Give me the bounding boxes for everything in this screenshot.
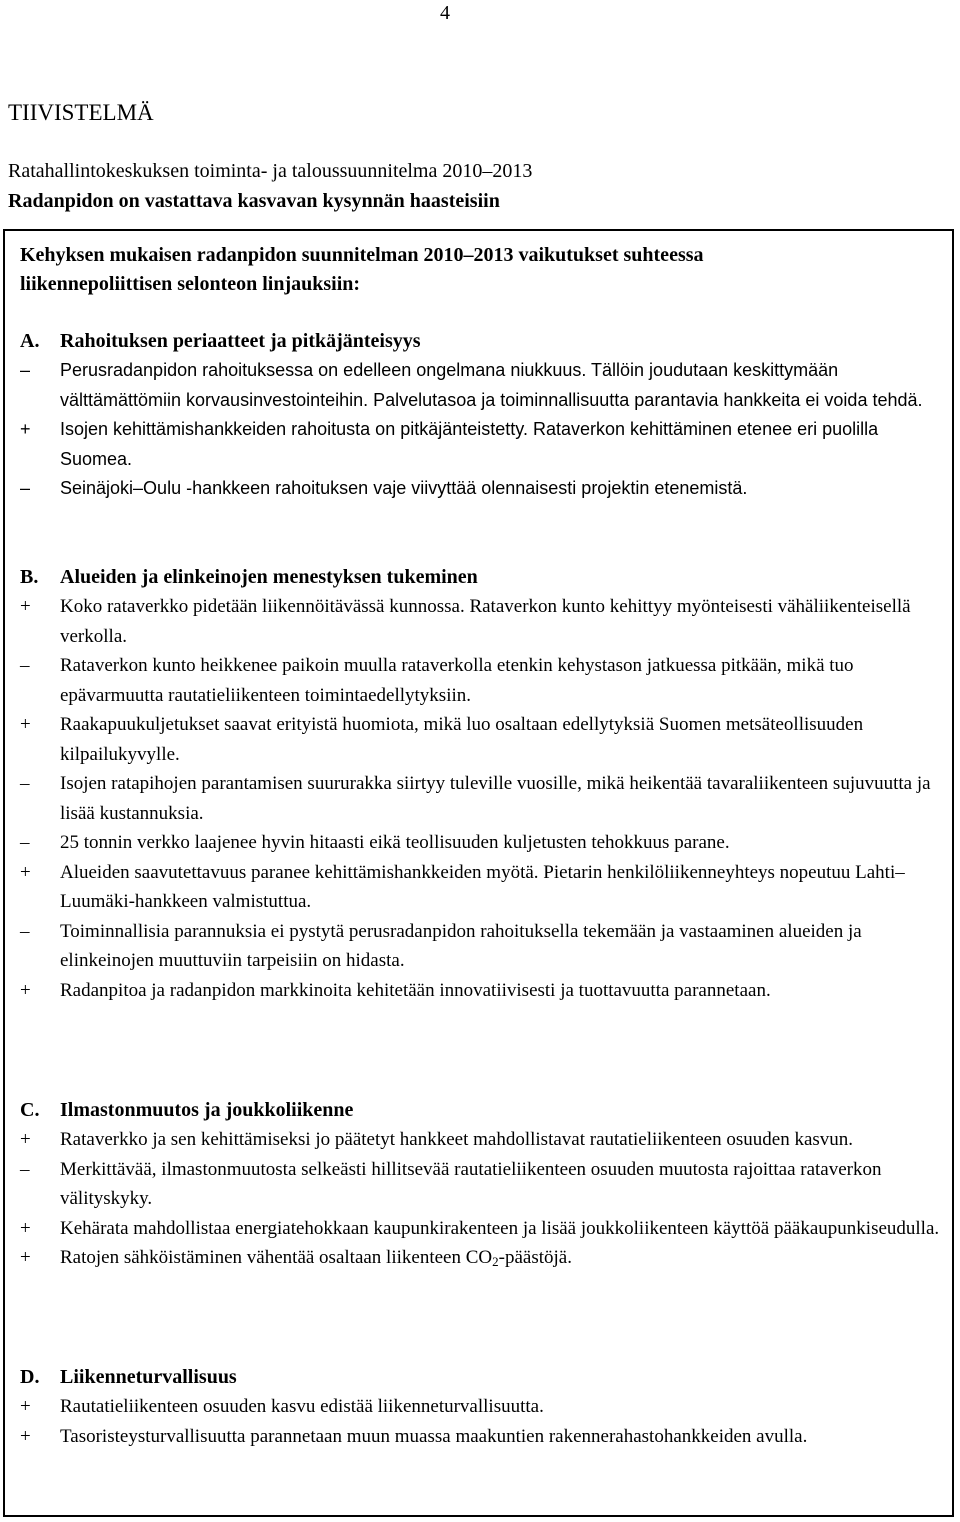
list-item-text: Raakapuukuljetukset saavat erityistä huomiota, mikä luo osaltaan edellytyksiä Suomen metsäteollisuuden kilpailukyvylle. (60, 714, 864, 765)
co2-text-before: Ratojen sähköistäminen vähentää osaltaan liikenteen CO (60, 1247, 493, 1268)
plus-icon: + (20, 1425, 31, 1447)
list-item (20, 769, 940, 828)
plus-icon: + (20, 1129, 31, 1150)
list-item (20, 474, 940, 504)
section-title (20, 562, 940, 592)
list-item (20, 651, 940, 710)
list-item (20, 828, 940, 858)
section-d (20, 1362, 940, 1451)
minus-icon: – (20, 655, 30, 676)
intro-line: liikennepoliittisen selonteon linjauksiin: (20, 273, 361, 295)
plus-icon: + (20, 979, 31, 1001)
list-item-text: Isojen kehittämishankkeiden rahoitusta on pitkäjänteistetty. Rataverkon kehittäminen etenee eri puolilla Suomea. (60, 419, 879, 469)
list-item-text: Radanpitoa ja radanpidon markkinoita kehitetään innovatiivisesti ja tuottavuutta parannetaan. (60, 979, 771, 1001)
plan-subtitle: Radanpidon on vastattava kasvavan kysynnän haasteisiin (8, 190, 500, 212)
minus-icon: – (20, 1158, 30, 1180)
list-item-text: Alueiden saavutettavuus paranee kehittämishankkeiden myötä. Pietarin henkilöliikenneyhteys nopeutuu Lahti–Luumäki-hankkeen valmistuttua. (60, 861, 905, 912)
minus-icon: – (20, 478, 31, 498)
list-item (20, 1125, 940, 1155)
section-c (20, 1095, 940, 1277)
list-item-text: Kehärata mahdollistaa energiatehokkaan kaupunkirakenteen ja lisää joukkoliikenteen käyttöä pääkaupunkiseudulla. (60, 1217, 940, 1239)
section-title-text: Liikenneturvallisuus (60, 1366, 237, 1388)
list-item (20, 356, 940, 415)
list-item-text: Rataverkon kunto heikkenee paikoin muulla rataverkolla etenkin kehystason jatkuessa pitkään, mikä tuo epävarmuutta rautatieliikenteen toimintaedellytyksiin. (60, 655, 854, 706)
minus-icon: – (20, 360, 31, 380)
section-title-text: Ilmastonmuutos ja joukkoliikenne (60, 1099, 354, 1121)
plus-icon: + (20, 419, 31, 439)
plus-icon: + (20, 714, 31, 735)
list-item (20, 1214, 940, 1244)
list-item-text: Rautatieliikenteen osuuden kasvu edistää liikenneturvallisuutta. (60, 1396, 544, 1417)
list-item-text: Koko rataverkko pidetään liikennöitävässä kunnossa. Rataverkon kunto kehittyy myönteisesti vähäliikenteisellä verkolla. (60, 596, 911, 647)
section-title-text: Rahoituksen periaatteet ja pitkäjänteisyys (60, 330, 421, 352)
list-item (20, 710, 940, 769)
section-title (20, 326, 940, 356)
section-letter: B. (20, 566, 39, 588)
section-title (20, 1362, 940, 1392)
section-title-text: Alueiden ja elinkeinojen menestyksen tukeminen (60, 566, 478, 588)
section-a (20, 326, 940, 504)
list-item (20, 976, 940, 1006)
co2-text-after: -päästöjä. (498, 1247, 572, 1268)
list-item (20, 1155, 940, 1214)
list-item-text (60, 1243, 940, 1277)
plus-icon: + (20, 861, 31, 883)
list-item (20, 1422, 940, 1452)
minus-icon: – (20, 920, 30, 942)
plus-icon: + (20, 596, 31, 617)
page-number: 4 (440, 2, 450, 24)
section-letter: D. (20, 1366, 40, 1388)
list-item-text: Rataverkko ja sen kehittämiseksi jo päätetyt hankkeet mahdollistavat rautatieliikenteen osuuden kasvun. (60, 1129, 854, 1150)
list-item (20, 858, 940, 917)
list-item-text: Merkittävää, ilmastonmuutosta selkeästi hillitsevää rautatieliikenteen osuuden muutosta rajoittaa rataverkon välityskyky. (60, 1158, 882, 1209)
minus-icon: – (20, 773, 30, 794)
box-intro (20, 241, 920, 299)
plan-title: Ratahallintokeskuksen toiminta- ja taloussuunnitelma 2010–2013 (8, 160, 533, 182)
intro-line: Kehyksen mukaisen radanpidon suunnitelman 2010–2013 vaikutukset suhteessa (20, 244, 704, 266)
list-item-text: Tasoristeysturvallisuutta parannetaan muun muassa maakuntien rakennerahastohankkeiden avulla. (60, 1425, 808, 1447)
list-item (20, 1392, 940, 1422)
section-letter: C. (20, 1099, 40, 1121)
section-letter: A. (20, 330, 40, 352)
list-item (20, 1243, 940, 1277)
list-item (20, 917, 940, 976)
summary-heading: TIIVISTELMÄ (8, 100, 154, 125)
list-item (20, 415, 940, 474)
minus-icon: – (20, 832, 30, 853)
list-item-text: Perusradanpidon rahoituksessa on edelleen ongelmana niukkuus. Tällöin joudutaan keskittymään välttämättömiin korvausinvestointeihin. Palvelutasoa ja toiminnallisuutta parantavia hankkeita ei voida tehdä. (60, 360, 923, 410)
section-title (20, 1095, 940, 1125)
plus-icon: + (20, 1217, 31, 1239)
section-b (20, 562, 940, 1005)
list-item-text: Isojen ratapihojen parantamisen suururakka siirtyy tuleville vuosille, mikä heikentää tavaraliikenteen sujuvuutta ja lisää kustannuksia. (60, 773, 931, 824)
plus-icon: + (20, 1247, 31, 1268)
co2-subscript: 2 (492, 1254, 499, 1269)
plus-icon: + (20, 1396, 31, 1417)
list-item-text: Toiminnallisia parannuksia ei pystytä perusradanpidon rahoituksella tekemään ja vastaaminen alueiden ja elinkeinojen muuttuviin tarpeisiin on hidasta. (60, 920, 862, 971)
list-item-text: 25 tonnin verkko laajenee hyvin hitaasti eikä teollisuuden kuljetusten tehokkuus parane. (60, 832, 730, 853)
list-item (20, 592, 940, 651)
list-item-text: Seinäjoki–Oulu -hankkeen rahoituksen vaje viivyttää olennaisesti projektin etenemistä. (60, 478, 748, 498)
